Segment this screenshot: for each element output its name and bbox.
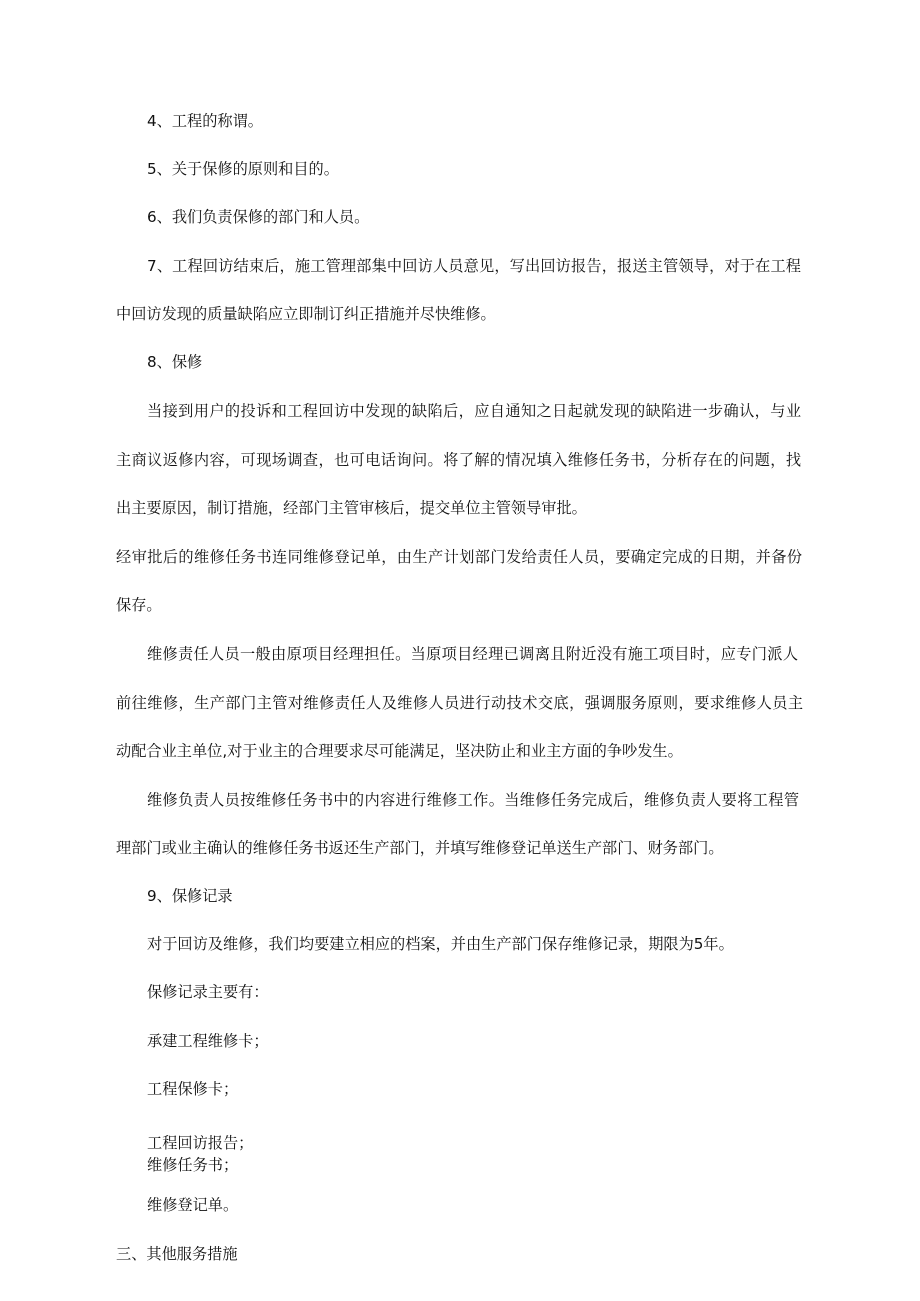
paragraph-work-line-2: 理部门或业主确认的维修任务书返还生产部门，并填写维修登记单送生产部门、财务部门。 — [116, 839, 724, 857]
paragraph-work-line-1: 维修负责人员按维修任务书中的内容进行维修工作。当维修任务完成后，维修负责人要将工程管 — [147, 791, 799, 809]
item-7-line-1: 7、工程回访结束后，施工管理部集中回访人员意见，写出回访报告，报送主管领导，对于在工程 — [147, 257, 801, 275]
record-item: 承建工程维修卡； — [147, 1032, 269, 1050]
record-item: 维修登记单。 — [147, 1196, 239, 1214]
paragraph-approved-line-2: 保存。 — [116, 596, 162, 614]
paragraph-approved-line-1: 经审批后的维修任务书连同维修登记单，由生产计划部门发给责任人员，要确定完成的日期，并备份 — [116, 548, 802, 566]
item-7-line-2: 中回访发现的质量缺陷应立即制订纠正措施并尽快维修。 — [116, 305, 496, 323]
item-4: 4、工程的称谓。 — [147, 112, 263, 130]
paragraph-receive-line-3: 出主要原因，制订措施，经部门主管审核后，提交单位主管领导审批。 — [116, 499, 587, 517]
records-intro: 保修记录主要有： — [147, 983, 269, 1001]
paragraph-responsible-line-3: 动配合业主单位,对于业主的合理要求尽可能满足，坚决防止和业主方面的争吵发生。 — [116, 742, 683, 760]
record-item: 维修任务书； — [147, 1156, 239, 1174]
paragraph-responsible-line-1: 维修责任人员一般由原项目经理担任。当原项目经理已调离且附近没有施工项目时，应专门派人 — [147, 645, 798, 663]
paragraph-archive: 对于回访及维修，我们均要建立相应的档案，并由生产部门保存维修记录，期限为5年。 — [147, 935, 734, 953]
heading-8: 8、保修 — [147, 353, 203, 371]
heading-9: 9、保修记录 — [147, 887, 233, 905]
item-5: 5、关于保修的原则和目的。 — [147, 160, 339, 178]
paragraph-responsible-line-2: 前往维修，生产部门主管对维修责任人及维修人员进行动技术交底，强调服务原则，要求维修人员主 — [116, 694, 803, 712]
record-item: 工程回访报告； — [147, 1134, 254, 1152]
paragraph-receive-line-1: 当接到用户的投诉和工程回访中发现的缺陷后，应自通知之日起就发现的缺陷进一步确认，与业 — [147, 402, 801, 420]
paragraph-receive-line-2: 主商议返修内容，可现场调查，也可电话询问。将了解的情况填入维修任务书，分析存在的问题，找 — [116, 451, 801, 469]
item-6: 6、我们负责保修的部门和人员。 — [147, 208, 370, 226]
record-item: 工程保修卡； — [147, 1080, 239, 1098]
section-3-heading: 三、其他服务措施 — [116, 1245, 238, 1263]
